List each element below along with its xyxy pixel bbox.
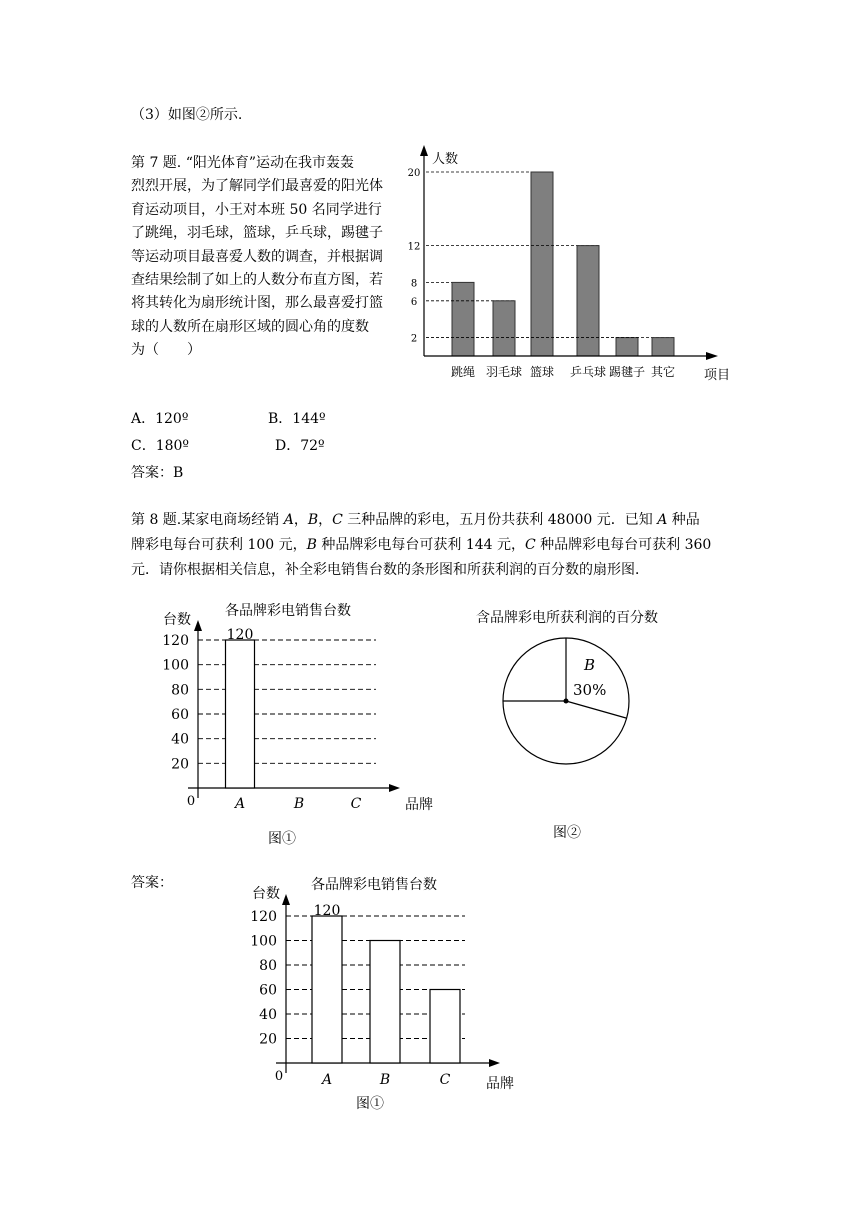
q8-line-3: 元．请你根据相关信息，补全彩电销售台数的条形图和所获利润的百分数的扇形图． — [131, 562, 649, 578]
y-axis-arrow — [282, 894, 290, 905]
q7-y-tick-label: 2 — [410, 333, 418, 345]
pie-title: 含品牌彩电所获利润的百分数 — [476, 610, 658, 626]
bar — [312, 916, 342, 1063]
q7-y-tick-label: 20 — [407, 168, 421, 179]
part3-text: （3）如图②所示. — [131, 107, 243, 123]
q7-option-c: C．180º — [131, 438, 190, 454]
q7-line: 第 7 题. “阳光体育”运动在我市轰轰 — [131, 155, 355, 171]
y-axis-label: 台数 — [163, 612, 191, 628]
x-tick-label: B — [379, 1072, 391, 1088]
y-axis-label: 台数 — [252, 886, 280, 902]
q7-x-tick-label: 跳绳 — [450, 365, 476, 379]
q7-x-label: 项目 — [704, 368, 731, 383]
q7-option-a: A．120º — [131, 411, 189, 427]
y-tick-label: 40 — [259, 1007, 277, 1023]
y-tick-label: 60 — [171, 707, 189, 723]
y-tick-label: 60 — [259, 982, 277, 999]
data-label: 120 — [313, 903, 341, 919]
q7-x-tick-label: 乒乓球 — [569, 365, 607, 379]
q7-line: 烈烈开展，为了解同学们最喜爱的阳光体 — [131, 178, 383, 195]
q7-line: 将其转化为扇形统计图，那么最喜爱打篮 — [131, 295, 383, 312]
x-tick-label: C — [439, 1072, 451, 1088]
x-tick-label: B — [293, 796, 305, 812]
y-tick-label: 80 — [259, 958, 277, 974]
chart-caption: 图① — [356, 1096, 384, 1112]
q7-line: 查结果绘制了如上的人数分布直方图，若 — [131, 272, 383, 289]
q7-x-tick-label: 踢毽子 — [608, 365, 646, 379]
y-tick-label: 120 — [250, 909, 277, 925]
x-axis-label: 品牌 — [486, 1076, 514, 1092]
pie-slice-name: B — [584, 656, 596, 674]
y-tick-label: 100 — [162, 657, 189, 674]
y-tick-label: 20 — [171, 756, 189, 773]
y-tick-label: 40 — [171, 731, 189, 748]
chart-title: 各品牌彩电销售台数 — [311, 877, 437, 893]
q7-y-tick-label: 6 — [410, 296, 418, 308]
pie-caption: 图② — [553, 825, 581, 841]
x-axis-arrow — [489, 1059, 500, 1067]
q7-x-tick-label: 羽毛球 — [485, 365, 523, 379]
data-label: 120 — [226, 627, 254, 643]
q7-line: 等运动项目最喜爱人数的调查，并根据调 — [131, 248, 383, 265]
q7-line: 了跳绳，羽毛球，篮球，乒乓球，踢毽子 — [131, 225, 383, 242]
chart-title: 各品牌彩电销售台数 — [225, 603, 351, 619]
origin-label: 0 — [274, 1069, 284, 1084]
y-tick-label: 120 — [162, 633, 189, 649]
origin-label: 0 — [186, 794, 196, 809]
y-tick-label: 20 — [259, 1031, 277, 1048]
q7-line: 球的人数所在扇形区域的圆心角的度数 — [131, 318, 369, 335]
y-tick-label: 100 — [250, 933, 277, 950]
q7-y-tick-label: 8 — [410, 278, 418, 290]
y-tick-label: 80 — [171, 682, 189, 699]
x-tick-label: C — [350, 796, 362, 812]
q8-line-1: 第 8 题.某家电商场经销 A，B，C 三种品牌的彩电，五月份共获利 48000 元．已知 A 种品 — [131, 512, 700, 528]
q8-answer-label: 答案： — [131, 875, 173, 891]
x-tick-label: A — [234, 796, 246, 812]
bar — [370, 941, 400, 1064]
x-axis-label: 品牌 — [405, 797, 433, 813]
q7-option-d: D．72º — [275, 438, 325, 454]
chart-caption: 图① — [268, 831, 296, 847]
pie-slice-label: 30% — [573, 681, 607, 699]
q7-line: 为（ ） — [131, 342, 201, 359]
q7-option-b: B．144º — [268, 411, 326, 427]
bar — [430, 990, 460, 1064]
q7-x-tick-label: 篮球 — [529, 365, 555, 379]
q8-line-2: 牌彩电每台可获利 100 元，B 种品牌彩电每台可获利 144 元，C 种品牌彩电每台可获利 360 — [131, 537, 712, 553]
q7-y-label: 人数 — [432, 152, 459, 167]
q7-y-tick-label: 12 — [407, 241, 421, 253]
x-tick-label: A — [321, 1072, 333, 1088]
q7-x-tick-label: 其它 — [650, 365, 676, 379]
q7-line: 育运动项目，小王对本班 50 名同学进行 — [131, 201, 382, 218]
q7-answer: 答案：B — [131, 465, 184, 481]
